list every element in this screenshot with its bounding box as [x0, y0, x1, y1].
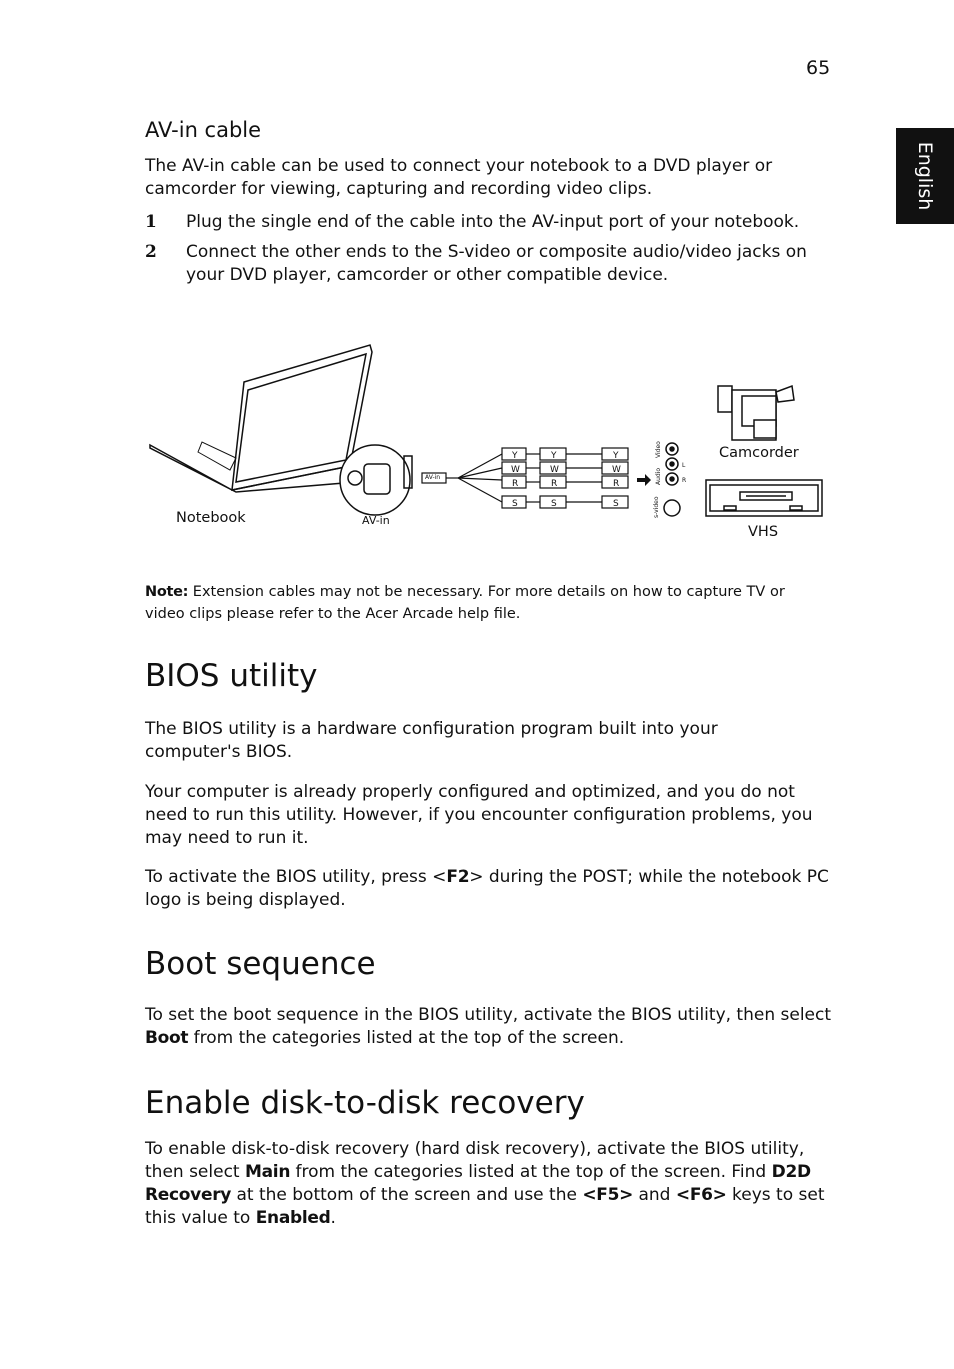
plug-letter: Y — [512, 451, 518, 461]
vhs-label: VHS — [748, 524, 779, 540]
camcorder-icon — [718, 386, 794, 440]
plug-letter: W — [511, 465, 520, 475]
text: . — [330, 1208, 336, 1228]
bios-heading: BIOS utility — [145, 658, 318, 694]
avin-heading: AV-in cable — [145, 118, 262, 142]
text: > during the POST; while the notebook PC logo is being displayed. — [145, 867, 829, 910]
step-text: Connect the other ends to the S-video or composite audio/video jacks on your DVD player, camcorder or other compatible device. — [186, 242, 807, 285]
bios-p1: The BIOS utility is a hardware configuration program built into your computer's BIOS. — [145, 719, 718, 762]
boot-paragraph — [145, 1004, 835, 1050]
menu-main: Main — [245, 1162, 291, 1182]
text: from the categories listed at the top of the screen. Find — [290, 1162, 772, 1182]
bios-p2: Your computer is already properly configured and optimized, and you do not need to run this utility. However, if you encounter configuration problems, you may need to run it. — [145, 782, 813, 848]
text: To activate the BIOS utility, press < — [145, 867, 447, 887]
plug-letter: W — [550, 465, 559, 475]
value-enabled: Enabled — [255, 1208, 331, 1228]
plug-letter: Y — [551, 451, 557, 461]
notebook-label: Notebook — [176, 510, 246, 526]
vhs-icon — [706, 480, 822, 516]
plug-letter: R — [613, 479, 620, 489]
menu-boot: Boot — [145, 1028, 189, 1048]
camcorder-label: Camcorder — [719, 445, 799, 461]
avin-port-label: AV-in — [362, 514, 390, 527]
jack-l-label: L — [682, 462, 686, 469]
plug-letter: Y — [613, 451, 619, 461]
plug-letter: W — [612, 465, 621, 475]
jack-video-label: Video — [655, 441, 662, 458]
d2d-recovery-option: D2D Recovery — [145, 1162, 811, 1205]
note-label: Note: — [145, 584, 189, 600]
note-text: Extension cables may not be necessary. For more details on how to capture TV or video clips please refer to the Acer Arcade help file. — [145, 584, 785, 622]
port-zoom — [340, 445, 410, 515]
plug-letter: S — [512, 499, 518, 509]
plug-letter: R — [512, 479, 519, 489]
d2d-paragraph — [145, 1138, 835, 1230]
language-tab-label: English — [914, 141, 936, 211]
plug-letter: S — [613, 499, 619, 509]
plug-letter: S — [551, 499, 557, 509]
jack-r-label: R — [682, 477, 687, 484]
note — [145, 581, 825, 625]
step-text: Plug the single end of the cable into the AV-input port of your notebook. — [186, 212, 800, 232]
text: To enable disk-to-disk recovery (hard disk recovery), activate the BIOS utility, then select — [145, 1139, 805, 1182]
page-number: 65 — [806, 57, 831, 79]
arrow-right-icon — [637, 474, 651, 486]
step-number: 2 — [145, 242, 157, 262]
text: keys to set this value to — [145, 1185, 825, 1228]
step-number: 1 — [145, 212, 157, 232]
text: To set the boot sequence in the BIOS utility, activate the BIOS utility, then select — [145, 1005, 832, 1025]
jack-svideo-label: s-video — [653, 496, 660, 518]
boot-heading: Boot sequence — [145, 946, 376, 982]
plug-letter: R — [551, 479, 558, 489]
key-f5: <F5> — [582, 1185, 634, 1205]
avin-intro: The AV-in cable can be used to connect your notebook to a DVD player or camcorder for viewing, capturing and recording video clips. — [145, 156, 773, 199]
avin-connector-label: AV-in — [425, 474, 441, 481]
key-f6: <F6> — [675, 1185, 727, 1205]
language-tab — [896, 128, 954, 224]
key-f2: F2 — [446, 867, 470, 887]
text: at the bottom of the screen and use the — [231, 1185, 583, 1205]
jack-audio-label: Audio — [655, 467, 662, 485]
text: and — [633, 1185, 676, 1205]
avin-diagram — [140, 330, 840, 550]
text: from the categories listed at the top of the screen. — [188, 1028, 625, 1048]
d2d-heading: Enable disk-to-disk recovery — [145, 1085, 585, 1121]
bios-p3 — [145, 866, 835, 912]
